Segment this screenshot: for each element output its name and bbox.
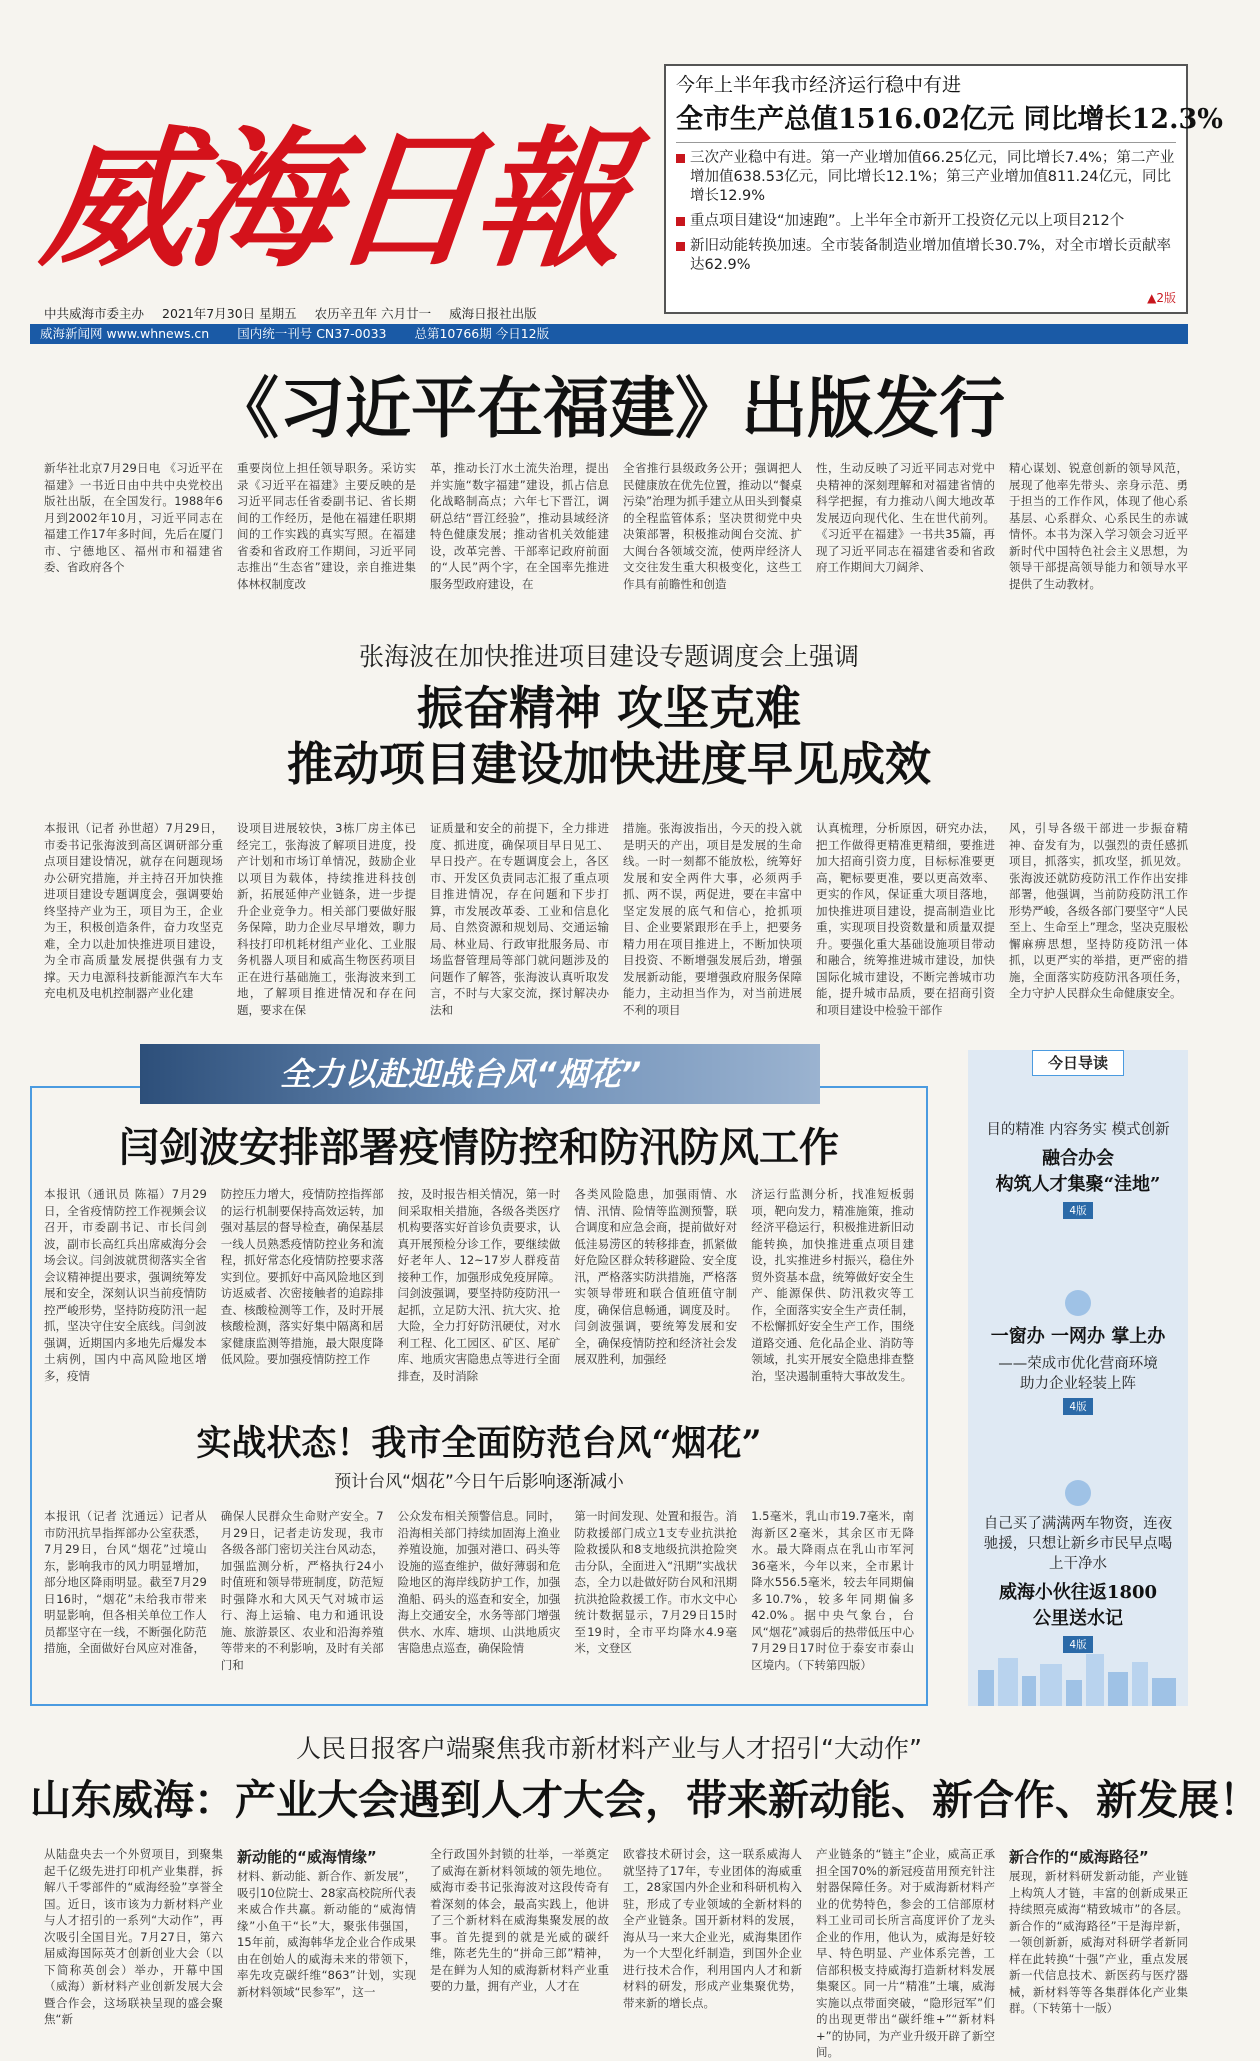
- article5-col: 欧睿技术研讨会，这一联系威海人就坚持了17年，专业团体的海威重工，28家国内外企业和科研机构入驻，形成了专业领域的全新材料的全产业链条。国开新材料的发展，海从马一来大企业光，威海集团作为一个大型化纤制造，到国外企业进行技术合作，利用国内人才和新材料的研发，形成产业集聚优势，带来新的增长点。: [623, 1847, 802, 2010]
- headline-box-item: 三次产业稳中有进。第一产业增加值66.25亿元，同比增长7.4%；第二产业增加值638.53亿元，同比增长12.1%；第三产业增加值811.24亿元，同比增长12.9%: [676, 149, 1176, 206]
- article5-col-text: 材料、新动能、新合作、新发展”，吸引10位院士、28家高校院所代表来威合作共赢。新动能的“威海情缘”小鱼干“长”大，聚张伟强国，15年前，威海韩华龙企业合作成果由在创始人的威海未来的带领下，率先攻克碳纤维“863”计划，实现新材料领域“民参军”，这一: [237, 1869, 416, 1999]
- article5-subtitle: 人民日报客户端聚焦我市新材料产业与人才招引“大动作”: [296, 1734, 922, 1763]
- article3-col: 济运行监测分析，找准短板弱项，靶向发力，精准施策，推动经济平稳运行，积极推进新旧动能转换，加快推进重点项目建设，扎实推进乡村振兴，稳住外贸外资基本盘，统筹做好安全生产、能源保供、防汛救灾等工作，全面落实安全生产责任制，不松懈抓好安全生产工作，围绕道路交通、危化品企业、消防等领域，扎实开展安全隐患排查整治，坚决遏制重特大事故发生。: [751, 1187, 914, 1383]
- magnifier-icon: [1065, 1290, 1091, 1316]
- article2-col: 设项目进展较快，3栋厂房主体已经完工，张海波了解项目进度，投产计划和市场订单情况，鼓励企业以项目为载体，持续推进科技创新，拓展延伸产业链条，进一步提升企业竞争力。相关部门要做好服务保障，助力企业尽早增效，聊力科技打印机耗材组产业化、工业服务机器人项目和威高生物医药项目正在进行基础施工，张海波来到工地，了解项目推进情况和存在问题，要求在保: [237, 821, 416, 1017]
- guide-page: 4版: [1063, 1636, 1092, 1653]
- article5-body: [44, 1846, 1188, 2059]
- guide-kicker: 自己买了满满两车物资，连夜驰援，只想让新乡市民早点喝上干净水: [983, 1516, 1173, 1572]
- article5-title[interactable]: 山东威海：产业大会遇到人才大会，带来新动能、新合作、新发展！: [30, 1776, 1260, 1824]
- publisher: 威海日报社出版: [449, 306, 537, 321]
- article1-col: 重要岗位上担任领导职务。采访实录《习近平在福建》主要反映的是习近平同志任省委副书记、省长期间的工作经历，是他在福建任职期间的工作实践的真实写照。在福建省委和省政府工作期间，习近平同志推出“生态省”建设，亲自推进集体林权制度改: [237, 461, 416, 591]
- info-bar: [30, 324, 1188, 344]
- article2-col: 证质量和安全的前提下，全力排进度、抓进度，确保项目早日见工、早日投产。在专题调度会上，各区市、开发区负责同志汇报了重点项目推进情况，存在问题和下步打算，市发展改革委、工业和信息化局、自然资源和规划局、交通运输局、林业局、行政审批服务局、市场监督管理局等部门就问题涉及的问题作了解答，张海波认真听取发言，不时与大家交流，探讨解决办法和: [430, 821, 609, 1017]
- guide-headline: 威海小伙往返1800 公里送水记: [998, 1582, 1158, 1629]
- article4-subtitle: 预计台风“烟花”今日午后影响逐渐减小: [334, 1472, 624, 1492]
- article5-col: [1009, 1846, 1188, 2046]
- masthead-logo: 威海日報: [34, 112, 630, 288]
- article5-col-text: 展现，新材料研发新动能，产业链上构筑人才链，丰富的创新成果正持续照亮威海“精致城市”的各层。新合作的“威海路径”干是海岸新，一领创新新，威海对科研学者新同样在此转换“十强”产业，重点发展新一代信息技术、新医药与医疗器械，新材料等等各集群体化产业集群。（下转第十一版）: [1009, 1869, 1188, 2015]
- article1-title[interactable]: 《习近平在福建》出版发行: [213, 369, 1005, 447]
- guide-item[interactable]: [968, 1290, 1188, 1415]
- sponsor: 中共威海市委主办: [44, 306, 145, 321]
- city-skyline-illustration: [968, 1650, 1188, 1706]
- issue-date: 2021年7月30日 星期五: [162, 306, 297, 321]
- article5-subhead: 新动能的“威海情缘”: [237, 1848, 377, 1866]
- article2-title-line1[interactable]: 振奋精神 攻坚克难: [416, 681, 801, 735]
- envelope-icon: [1065, 1480, 1091, 1506]
- article1-col: 精心谋划、锐意创新的领导风范，展现了他率先带头、亲身示范、勇于担当的工作作风，体现了他心系基层、心系群众、心系民生的赤诚情怀。本书为深入学习领会习近平新时代中国特色社会主义思想，为领导干部提高领导能力和领导水平提供了生动教材。: [1009, 461, 1188, 591]
- article2-col: 风，引导各级干部进一步振奋精神、奋发有为，以强烈的责任感抓项目，抓落实，抓攻坚，抓见效。张海波还就防疫防汛工作作出安排部署，他强调，当前防疫防汛工作形势严峻，各级各部门要坚守“人民至上、生命至上”理念，坚决克服松懈麻痹思想，坚持防疫防汛一体抓，以更严实的举措，更严密的措施，全面落实防疫防汛各项任务，全力守护人民群众生命健康安全。: [1009, 821, 1188, 1000]
- article3-col: 防控压力增大，疫情防控指挥部的运行机制要保持高效运转，加强对基层的督导检查，确保基层一线人员熟悉疫情防控业务和流程，抓好常态化疫情防控要求落实到位。要抓好中高风险地区到访返威者、次密接触者的追踪排查、核酸检测等工作，及时开展核酸检测，落实好集中隔离和居家健康监测等措施，最大限度降低风险。要加强疫情防控工作: [220, 1187, 384, 1366]
- article4-col: 公众发布相关预警信息。同时，沿海相关部门持续加固海上渔业养殖设施，加强对港口、码头等设施的巡查维护，做好薄弱和危险地区的海岸线防护工作，加强渔船、码头的巡查和安全，加强海上交通安全，水务等部门增强供水、水库、塘坝、山洪地质灾害隐患点巡查，确保险情: [397, 1509, 561, 1655]
- guide-kicker: 目的精准 内容务实 模式创新: [986, 1122, 1170, 1138]
- article3-col: 本报讯（通讯员 陈福）7月29日，全省疫情防控工作视频会议召开，市委副书记、市长闫剑波，副市长高红兵出席威海分会场会议。闫剑波就贯彻落实全省会议精神提出要求，强调统筹发展和安全，深刻认识当前疫情防控严峻形势，坚持防疫防汛一起抓，坚决守住安全底线。闫剑波强调，近期国内多地先后爆发本土病例，国内中高风险地区增多，疫情: [44, 1187, 207, 1383]
- guide-title: 今日导读: [1032, 1050, 1124, 1076]
- article3-title[interactable]: 闫剑波安排部署疫情防控和防汛防风工作: [119, 1124, 839, 1171]
- lunar-date: 农历辛丑年 六月廿一: [314, 306, 432, 321]
- article1-col: 革，推动长汀水土流失治理，提出并实施“数字福建”建设，抓占信息化战略制高点；六年七下晋江，调研总结“晋江经验”，推动县域经济特色健康发展；推动省机关效能建设，改革完善、干部率记政府前面的“人民”两个字，在全国率先推进服务型政府建设，在: [430, 461, 609, 591]
- guide-headline: 融合办会 构筑人才集聚“洼地”: [995, 1148, 1161, 1195]
- today-guide: [968, 1050, 1188, 1706]
- guide-headline: 一窗办 一网办 掌上办: [990, 1326, 1166, 1347]
- article4-col: 第一时间发现、处置和报告。消防救援部门成立1支专业抗洪抢险救援队和8支地级抗洪抢险突击分队，全面进入“汛期”实战状态，全力以赴做好防台风和汛期抗洪抢险救援工作。市水文中心统计数据显示，7月29日15时至19时，全市平均降水4.9毫米，文登区: [574, 1509, 738, 1655]
- guide-sub: ——荣成市优化营商环境 助力企业轻装上阵: [998, 1356, 1158, 1392]
- economy-headline-box[interactable]: [664, 64, 1223, 314]
- article3-col: 各类风险隐患，加强雨情、水情、汛情、险情等监测预警，联合调度和应急会商，提前做好对低洼易涝区的转移排查，抓紧做好危险区群众转移避险、安全度汛，严格落实防洪措施，严格落实领导带班和联合值班值守制度，确保信息畅通，调度及时。闫剑波强调，要统筹发展和安全，确保疫情防控和经济社会发展双胜利，加强经: [574, 1187, 738, 1366]
- guide-item[interactable]: [968, 1480, 1188, 1653]
- article5-col: [237, 1846, 416, 2046]
- article5-col: 从陆盘央去一个外贸项目，到聚集起千亿级先进打印机产业集群，拆解八千零部件的“威海经验”享誉全国。近日，该市该为力新材料产业与人才招引的一系列“大动作”，再次吸引全国目光。7月27日，第六届威海国际英才创新创业大会（以下简称英创会）举办，开幕中国（威海）新材料产业创新发展大会暨合作会，这场联袂呈现的盛会聚焦“新: [44, 1847, 223, 2026]
- page-ref[interactable]: ▲2版: [1147, 291, 1176, 305]
- article4-col: 本报讯（记者 沈通远）记者从市防汛抗旱指挥部办公室获悉，7月29日，台风“烟花”过境山东，影响我市的风力明显增加，部分地区降雨明显。截至7月29日16时，“烟花”未给我市带来明显影响，但各相关单位工作人员都坚守在一线，不断强化防范措施，全面做好台风应对准备，: [44, 1509, 207, 1655]
- article3-col: 按，及时报告相关情况，第一时间采取相关措施，各级各类医疗机构要落实好首诊负责要求，认真开展预检分诊工作，要继续做好老年人、12~17岁人群疫苗接种工作，加强形成免疫屏障。闫剑波强调，要坚持防疫防汛一起抓，立足防大汛、抗大灾、抢大险，全力打好防汛硬仗，对水利工程、化工园区、矿区、尾矿库、地质灾害隐患点等进行全面排查，及时消除: [397, 1187, 561, 1383]
- article5-col: 全行政国外封锁的壮举，一举奠定了威海在新材料领域的领先地位。威海市委书记张海波对这段传奇有着深刻的体会，最高实践上，他讲了三个新材料在威海集聚发展的故事。首先提到的就是光威的碳纤维，陈老先生的“拼命三郎”精神，是在鲜为人知的威海新材料产业重要的力量，拥有产业，人才在: [430, 1847, 609, 1993]
- article2-col: 措施。张海波指出，今天的投入就是明天的产出，项目是发展的生命线。一时一刻都不能放松，统筹好发展和安全两件大事，必须两手抓、两不误，两促进，要在丰富中坚定发展的底气和信心，抢抓项目、企业要紧跟形在手上，把要务精力用在项目推进上，不断加快项目投资、不断增强发展后劲，增强发展新动能，要增强政府服务保障能力，主动担当作为，对当前进展不利的项目: [623, 821, 802, 1017]
- headline-box-kicker: 今年上半年我市经济运行稳中有进: [676, 74, 962, 96]
- article1-col: 全省推行县级政务公开；强调把人民健康放在优先位置，推动以“餐桌污染”治理为抓手建立从田头到餐桌的全程监管体系；坚决贯彻党中央决策部署，积极推动闽台交流、扩大闽台各领域交流，使两岸经济人文交往发生重大积极变化，这些工作具有前瞻性和创造: [623, 461, 802, 591]
- article5-subhead: 新合作的“威海路径”: [1009, 1848, 1149, 1866]
- headline-box-item: 新旧动能转换加速。全市装备制造业增加值增长30.7%，对全市增长贡献率达62.9%: [676, 237, 1176, 275]
- dateline: [44, 304, 1188, 322]
- article2-col: 本报讯（记者 孙世超）7月29日，市委书记张海波到高区调研部分重点项目建设情况，就存在问题现场办公研究措施，并主持召开加快推进项目建设专题调度会，强调要始终坚持产业为王，项目为王，企业为王，积极创造条件，奋力攻坚克难，全力以赴加快推进项目建设，为全市高质量发展提供强有力支撑。天力电源科技新能源汽车大车充电机及电机控制器产业化建: [44, 821, 223, 1000]
- article4-body: [44, 1508, 914, 1698]
- article5-col: 产业链条的“链主”企业，威高正承担全国70%的新冠疫苗用预充针注射器保障任务。对于威海新材料产业的优势特色，参会的工信部原材料工业司司长所言高度评价了龙头企业的作用，他认为，威海是好较早、特色明显、产业体系完善，工信部积极支持威海打造新材料发展集聚区。同一片“精准”土壤，威海实施以点带面突破，“隐形冠军”们的出现更带出“碳纤维+”“新材料+”的协同，为产业升级开辟了新空间。: [816, 1847, 995, 2059]
- article2-body: [44, 820, 1188, 1020]
- issue-number: 总第10766期 今日12版: [414, 326, 550, 341]
- article3-body: [44, 1186, 914, 1406]
- guide-page: 4版: [1063, 1202, 1092, 1219]
- article1-col: 性，生动反映了习近平同志对党中央精神的深刻理解和对福建省情的科学把握，有力推动八闽大地改革发展迈向现代化、生在世代前列。《习近平在福建》一书共35篇，再现了习近平同志在福建省委和省政府工作期间大刀阔斧、: [816, 461, 995, 574]
- cn-number: 国内统一刊号 CN37-0033: [237, 326, 387, 341]
- article4-col: 确保人民群众生命财产安全。7月29日，记者走访发现，我市各级各部门密切关注台风动态，加强监测分析，严格执行24小时值班和领导带班制度，防范短时强降水和大风天气对城市运行、海上运输、电力和通讯设施、旅游景区、农业和沿海养殖等带来的不利影响，及时有关部门和: [220, 1509, 384, 1672]
- article2-title-line2[interactable]: 推动项目建设加快进度早见成效: [287, 737, 931, 791]
- headline-box-item: 重点项目建设“加速跑”。上半年全市新开工投资亿元以上项目212个: [676, 212, 1176, 231]
- website-link[interactable]: 威海新闻网 www.whnews.cn: [40, 326, 210, 341]
- headline-box-main: 全市生产总值1516.02亿元 同比增长12.3%: [676, 102, 1176, 143]
- article1-col: 新华社北京7月29日电 《习近平在福建》一书近日由中共中央党校出版社出版，在全国发行。1988年6月到2002年10月，习近平同志在福建工作17年多时间，先后在厦门市、宁德地区、福州市和福建省委、省政府各个: [44, 461, 223, 574]
- article2-col: 认真梳理，分析原因，研究办法，把工作做得更精准更精细，要推进加大招商引资力度，目标标准要更高，靶标要更准，要以更高效率、更实的作风，保证重大项目落地，加快推进项目建设，提高制造业比重，实现项目投资数量和质量双提升。要强化重大基础设施项目带动和融合，统筹推进城市建设，加快国际化城市建设，不断完善城市功能，提升城市品质，要在招商引资和项目建设中检验干部作: [816, 821, 995, 1017]
- guide-item[interactable]: [968, 1120, 1188, 1219]
- article2-subtitle: 张海波在加快推进项目建设专题调度会上强调: [358, 642, 859, 671]
- guide-page: 4版: [1063, 1398, 1092, 1415]
- article1-body: [44, 460, 1188, 600]
- article4-col: 1.5毫米，乳山市19.7毫米，南海新区2毫米，其余区市无降水。最大降雨点在乳山市军河36毫米，今年以来，全市累计降水556.5毫米，较去年同期偏多10.7%，较多年同期偏多42.0%。据中央气象台，台风“烟花”减弱后的热带低压中心7月29日17时位于泰安市泰山区境内。（下转第四版）: [751, 1509, 914, 1672]
- typhoon-banner: 全力以赴迎战台风“烟花”: [140, 1044, 820, 1104]
- article4-title[interactable]: 实战状态！我市全面防范台风“烟花”: [196, 1423, 762, 1464]
